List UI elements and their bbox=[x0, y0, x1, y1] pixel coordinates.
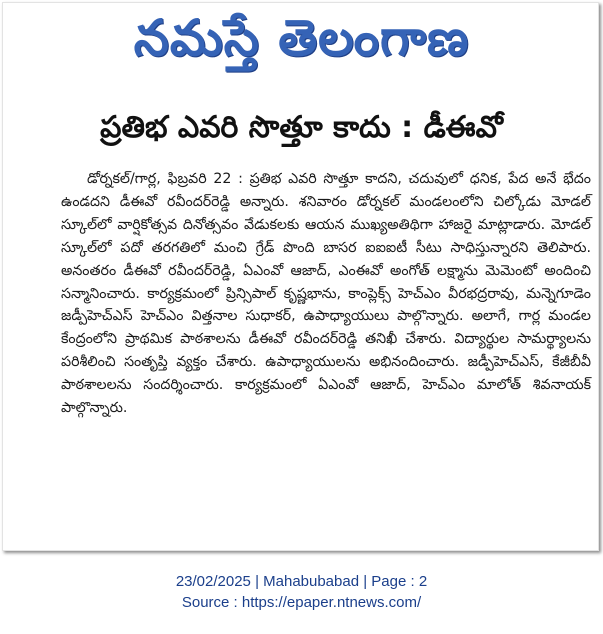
newspaper-clipping bbox=[2, 2, 599, 551]
clipping-footer bbox=[0, 571, 603, 613]
newspaper-masthead: నమస్తే తెలంగాణ bbox=[133, 8, 470, 67]
article-body: డోర్నకల్/గార్ల, ఫిబ్రవరి 22 : ప్రతిభ ఎవరి సొత్తూ కాదని, చదువులో ధనిక, పేద అనే భేదం ఉండదని డీఈవో రవీందర్‌రెడ్డి అన్నారు. శనివారం డోర్నకల్ మండలంలోని చిల్కోడు మోడల్ స్కూల్‌లో వార్షికోత్సవ దినోత్సవం వేడుకలకు ఆయన ముఖ్యఅతిథిగా హాజరై మాట్లాడారు. మోడల్ స్కూల్‌లో పదో తరగతిలో మంచి గ్రేడ్ పొంది బాసర ఐఐఐటీ సీటు సాధిస్తున్నారని తెలిపారు. అనంతరం డీఈవో రవీందర్‌రెడ్డి, ఏఎంవో ఆజాద్, ఎంఈవో అంగోత్ లక్ష్మాను మెమెంటో అందించి సన్మానించారు. కార్యక్రమంలో ప్రిన్సిపాల్ కృష్ణభాను, కాంప్లెక్స్ హెచ్‌ఎం వీరభద్రరావు, మన్నెగూడెం జడ్పీహెచ్‌ఎస్ హెచ్‌ఎం విత్తనాల సుధాకర్, ఉపాధ్యాయులు పాల్గొన్నారు. అలాగే, గార్ల మండల కేంద్రంలోని ప్రాథమిక పాఠశాలను డీఈవో రవీందర్‌రెడ్డి తనిఖీ చేశారు. విద్యార్థుల సామర్థ్యాలను పరిశీలించి సంతృప్తి వ్యక్తం చేశారు. ఉపాధ్యాయులను అభినందించారు. జడ్పీహెచ్‌ఎస్, కేజీబీవీ పాఠశాలలను సందర్శించారు. కార్యక్రమంలో ఏఎంవో ఆజాద్, హెచ్‌ఎం మాలోత్ శివనాయక్ పాల్గొన్నారు. bbox=[61, 171, 591, 417]
footer-date-edition: 23/02/2025 | Mahabubabad | Page : 2 bbox=[175, 573, 428, 590]
article-headline: ప్రతిభ ఎవరి సొత్తూ కాదు : డీఈవో bbox=[100, 110, 503, 145]
footer-source: Source : https://epaper.ntnews.com/ bbox=[181, 594, 422, 611]
